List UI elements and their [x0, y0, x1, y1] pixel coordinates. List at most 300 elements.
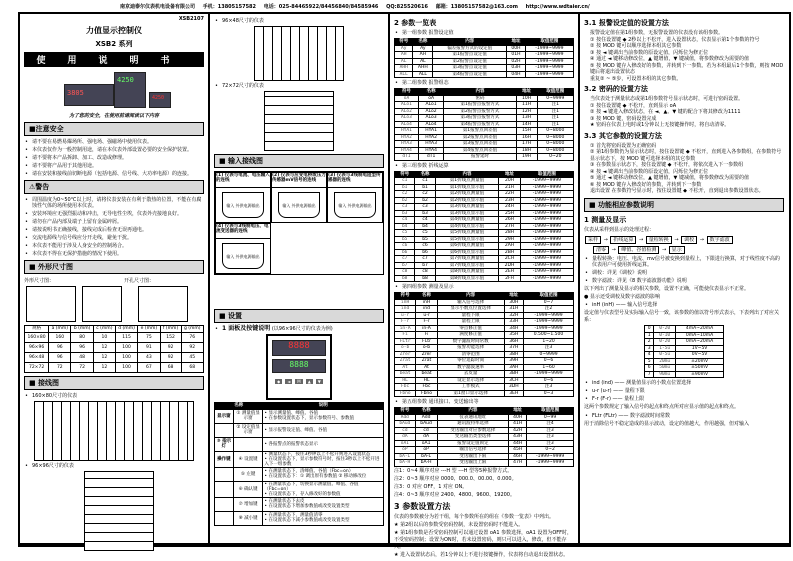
flow-step: 显示 — [669, 246, 685, 254]
table-cell: 76 — [181, 332, 203, 342]
column-header: a (mm) — [49, 326, 71, 333]
slogan: 为了您的安全，在使用前请阅读以下内容 — [68, 113, 159, 119]
param-name: HYA3 — [418, 141, 443, 148]
s31-title: 3.1 报警设定值的设置方法 — [584, 19, 669, 27]
table-cell: 91 — [138, 342, 160, 352]
param-content: 去皮量 — [437, 371, 504, 378]
param-address: 2EH — [499, 269, 521, 276]
param-symbol: AHH — [395, 65, 413, 72]
param-name: ALL — [413, 71, 433, 78]
param-name: Add — [415, 414, 437, 421]
safety-header: ■注意安全 — [24, 122, 204, 136]
key-name: ② 设定值显示窗 — [233, 423, 263, 437]
table-row — [25, 332, 204, 342]
s32-title: 3.2 密码的设置方法 — [584, 85, 648, 93]
s33-title: 3.3 其它参数的设置方法 — [584, 131, 662, 140]
param-symbol: ALo4 — [395, 121, 419, 128]
param-symbol: bA-H — [395, 460, 416, 467]
fltr-desc: 用于消除信号不稳定造成的显示波动，设定的值越大，作用越强，但对输入 — [584, 420, 750, 427]
param-address: 03H — [507, 65, 526, 72]
param-symbol: beat — [395, 371, 416, 378]
param-content: 第6折线点测量值 — [435, 243, 498, 250]
setting-paragraph: ★ 第1组参数是否受密码控制可以通过设置 oA1 参数选择，oA1 设置为OFF时，不受密码控制；设置为ON时，若未设置密码，则只可以进入，修改，但不能存入。 — [394, 529, 573, 550]
table-cell: 0V~5V — [676, 352, 724, 359]
param-group-label: • 第一组参数 报警设定值 — [394, 30, 574, 36]
param-symbol: ALo2 — [395, 108, 419, 115]
input-wiring-label: (2) 仪表与应变电桥或压力传感器mV信号的连线 — [272, 173, 326, 188]
key-name: ⑧ 减小键 — [233, 511, 263, 525]
key-group — [215, 497, 234, 511]
param-table — [394, 38, 574, 78]
param-range: 0~3 — [524, 390, 574, 397]
param-name: Fbc — [416, 384, 438, 391]
param-name: ALo2 — [418, 108, 443, 115]
param-range: 0~9999 — [537, 95, 573, 102]
param-symbol: c2 — [395, 191, 415, 198]
param-content: 第3报警点设定值 — [433, 65, 507, 72]
warning-item: • 安装环境应无强烈振动和冲击，无导电性尘埃，仪表外壳接地良好。 — [24, 211, 204, 217]
param-content: 偏差报警方式的设定值 — [433, 45, 507, 52]
table-cell: 90mu — [654, 371, 676, 378]
table-cell: 100 — [115, 352, 137, 362]
column-header: 取值范围 — [537, 89, 573, 96]
param-range: 注3 — [524, 345, 574, 352]
param-symbol: AH — [395, 52, 413, 59]
flow-step: 峰值、谷值检测 — [618, 246, 659, 254]
input-wiring-label: (3) 仪表与3线制电阻型传感器的连线 — [328, 173, 382, 188]
table-row — [25, 352, 204, 362]
measure-note: 以下列出了测量及显示的相关参数，设置不正确，可能使仪表显示不正常。 — [584, 286, 750, 292]
param-name: b5 — [415, 236, 435, 243]
column-header: 取值范围 — [527, 408, 574, 415]
param-name: bAud — [415, 421, 437, 428]
column-header: 符号 — [395, 89, 419, 96]
paragraph: ⑤ 按 MOD 键存入修改好的参数，并转到下一参数。若为本组最后1个参数，则按 MOD 键后将退出设置状态 — [590, 62, 784, 75]
param-address: 35H — [504, 332, 524, 339]
param-content: 报警延时 — [444, 154, 516, 161]
column-header: 地址 — [507, 39, 526, 46]
param-symbol: dA — [395, 434, 416, 441]
dimension-table — [24, 325, 204, 373]
param-range: 0~9999 — [524, 351, 574, 358]
param-range: -1999~9999 — [520, 217, 573, 224]
key-group — [215, 511, 234, 525]
param-range: -1999~9999 — [525, 52, 573, 59]
param-symbol: c5 — [395, 230, 415, 237]
setting-paragraph: 仪表的参数被分为若干组，每个参数所在的组在《参数一览表》中列出。 — [394, 513, 555, 520]
param-range: -1999~9999 — [525, 65, 573, 72]
param-range: -1999~9999 — [524, 319, 574, 326]
param-symbol: bA-L — [395, 453, 416, 460]
param-content: 第4报警点报警方式 — [444, 121, 516, 128]
table-cell: 20mu — [654, 358, 676, 365]
param-symbol: cd — [395, 427, 416, 434]
fltr-heading: • FLtr (FLtr) —— 数字滤波时间常数 — [584, 413, 784, 419]
param-name: c2 — [415, 191, 435, 198]
param-content: 第3报警点回差值 — [444, 141, 516, 148]
param-content: 第7折线点测量值 — [435, 256, 498, 263]
paragraph: ① 按住设置键 ◆ 不松开，直到显示 oA — [590, 102, 677, 109]
param-content: 量程上限 — [437, 319, 504, 326]
param-range: -1999~9999 — [520, 275, 573, 282]
doc-title: 力值显示控制仪 — [86, 26, 142, 35]
column-header: 内容 — [433, 39, 507, 46]
param-address: 04H — [507, 71, 526, 78]
column-header: 取值范围 — [525, 39, 573, 46]
param-name: b6 — [415, 249, 435, 256]
table-cell: 72 — [49, 362, 71, 372]
note: 注1：0~4 顺序对应 ---H 型 ---H 型等5种报警方式。 — [394, 467, 513, 474]
param-range: 0~8000 — [537, 128, 573, 135]
measure-bullet: • 调校：详见《调校》说明 — [584, 270, 784, 276]
table-cell: 5 — [645, 358, 654, 365]
table-row — [215, 497, 384, 511]
table-row — [395, 184, 574, 191]
safety-item: • 请在安装和接线前切断电源（包括电源、信号线、大功率电源）的连接。 — [24, 171, 204, 177]
dim-cut-label: 开孔尺寸图： — [123, 278, 154, 284]
key-description-table — [214, 402, 384, 526]
key-group: 显示窗 — [215, 409, 234, 423]
wiring-diagram-160x80 — [34, 401, 194, 461]
param-address: 40H — [509, 414, 527, 421]
param-address: 43H — [509, 434, 527, 441]
key-group — [215, 481, 234, 497]
dimension-drawings — [24, 284, 204, 324]
param-content: 第4折线点测量值 — [435, 217, 498, 224]
param-symbol: b3 — [395, 210, 415, 217]
param-content: 报警功能选择 — [437, 345, 504, 352]
param-range: -1999~9999 — [520, 204, 573, 211]
table-cell: 50mu — [654, 365, 676, 372]
input-wiring-box — [271, 172, 327, 223]
setting-method-title: 3 参数设置方法 — [394, 501, 451, 511]
table-cell: 80 — [71, 332, 93, 342]
table-cell: 43 — [138, 352, 160, 362]
param-name: ALo3 — [418, 115, 443, 122]
column-header: f (mm) — [160, 326, 181, 333]
param-range: 0~99 — [527, 414, 574, 421]
param-name: cd — [415, 427, 437, 434]
param-symbol: At — [395, 364, 416, 371]
param-address: 2BH — [499, 249, 521, 256]
table-row — [395, 45, 574, 52]
table-cell: 0-20 — [654, 326, 676, 333]
param-range: 1~20 — [524, 338, 574, 345]
paragraph: ① 按住设置键 ◆ 2秒以上不松开，进入设置状态，仪表显示第1个参数的符号 — [590, 36, 760, 43]
table-row — [395, 249, 574, 256]
param-name: c7 — [415, 256, 435, 263]
table-row — [215, 437, 384, 451]
param-address: 19H — [516, 154, 537, 161]
param-name: HYA1 — [418, 128, 443, 135]
param-range: 注1 — [537, 115, 573, 122]
param-content: 第2折线点显示值 — [435, 197, 498, 204]
param-address: 21H — [499, 184, 521, 191]
setting-paragraph: ★ 第2组以后的参数受密码控制，未设置密码时不能进入。 — [394, 521, 524, 528]
param-symbol: oP — [395, 447, 416, 454]
column-1 — [20, 14, 210, 545]
input-signal-table — [644, 325, 724, 378]
param-address: 2CH — [499, 256, 521, 263]
table-cell: 0mA~10mA — [676, 332, 724, 339]
param-symbol: c7 — [395, 256, 415, 263]
table-row — [395, 58, 574, 65]
param-content: 密码 — [444, 95, 516, 102]
param-name: dA — [415, 434, 437, 441]
warning-header: ⚠警告 — [24, 180, 204, 194]
param-heading: • u-r (u-r) —— 量程下限 — [584, 388, 784, 394]
param-content: 零位追踪时间 — [437, 358, 504, 365]
model-code: XSB2107 — [178, 16, 204, 22]
param-range: -1999~9999 — [524, 325, 574, 332]
param-address: 24H — [499, 204, 521, 211]
param-content: 第8折线点测量值 — [435, 269, 498, 276]
param-name: Fbno — [416, 390, 438, 397]
param-content: 第1报警点回差值 — [444, 128, 516, 135]
param-name: At — [416, 364, 438, 371]
param-group-label: • 第五组参数 通讯接口、变送输出等 — [394, 399, 574, 405]
param-symbol: Fbc — [395, 384, 416, 391]
table-cell: 96 — [49, 342, 71, 352]
param-address: 20H — [499, 178, 521, 185]
param-address: 3DH — [504, 384, 524, 391]
column-header: 地址 — [509, 408, 527, 415]
param-name: b2 — [415, 197, 435, 204]
table-cell: 0-5u — [654, 352, 676, 359]
param-name: c4 — [415, 217, 435, 224]
column-header: 取值范围 — [520, 171, 573, 178]
paragraph: ③ 在参数显示状态下，按住设置键 ◆ 不松开，将依次进入下一参数组 — [590, 162, 744, 168]
table-row — [215, 409, 384, 423]
column-header: b (mm) — [71, 326, 93, 333]
key-group — [215, 423, 234, 437]
param-content: 第4报警点回差值 — [444, 147, 516, 154]
param-name: Zrer — [416, 351, 438, 358]
param-content: 满度修正值 — [437, 332, 504, 339]
column-header: 符号 — [395, 171, 415, 178]
param-symbol: b2 — [395, 197, 415, 204]
table-cell: 100 — [115, 362, 137, 372]
input-wiring-box — [215, 223, 271, 274]
inh-heading: • inH (inH) —— 输入信号选择 — [584, 302, 784, 308]
company-header: 南京迪泰尔仪表机电设备有限公司 手机：13805157582 电话：025-84465922/84456840/84585946 QQ:825520616 邮箱：13805157582@163.com http://www.wdtaier.cn/ — [120, 4, 590, 10]
param-range: 注3 — [527, 434, 574, 441]
param-symbol: FLtr — [395, 338, 416, 345]
param-address: 41H — [509, 421, 527, 428]
param-symbol: u-r — [395, 312, 416, 319]
param-symbol: F-r — [395, 319, 416, 326]
table-row — [395, 440, 574, 447]
param-address: 39H — [504, 358, 524, 365]
param-symbol: HYA2 — [395, 134, 419, 141]
param-heading: • ind (ind) —— 测量值显示的小数点位置选择 — [584, 380, 784, 386]
warning-item: • 交流电源线与信号线应分开走线，避免干扰。 — [24, 235, 204, 241]
table-row — [25, 342, 204, 352]
table-row — [395, 154, 574, 161]
table-row — [395, 71, 574, 78]
range-desc: 这两个参数规定了输入信号的起点和终点所对应显示值的起点和终点。 — [584, 404, 740, 410]
param-content: 第3报警点报警方式 — [444, 115, 516, 122]
key-group — [215, 467, 234, 481]
param-range: -1999~9999 — [520, 178, 573, 185]
param-content: 报警设定值锁定 — [437, 440, 509, 447]
param-name: bA-H — [415, 460, 437, 467]
table-cell: 4 — [645, 352, 654, 359]
column-header: 符号 — [395, 408, 416, 415]
input-wiring-diagram: 输入 外供电源输出 — [222, 243, 264, 269]
column-header: g (mm) — [181, 326, 203, 333]
table-cell: 92 — [160, 342, 181, 352]
panel-title: 1 面板及按键说明 — [222, 325, 271, 332]
param-range: -1999~9999 — [525, 71, 573, 78]
paragraph: ④ 通过 ◄ 键移动修改位，▲ 键增值，▼ 键减值，将参数修改为需要的值 — [590, 56, 749, 62]
column-header: 地址 — [516, 89, 537, 96]
param-range: -1999~9999 — [520, 210, 573, 217]
table-cell: 12 — [93, 362, 115, 372]
param-address: 34H — [504, 325, 524, 332]
wiring-96x96-label: • 96×96尺寸的仪表 — [24, 463, 204, 469]
param-address: 3AH — [504, 364, 524, 371]
table-cell: 75 — [138, 332, 160, 342]
key-name: ⑦ 增加键 — [233, 497, 263, 511]
param-range: 0~2 — [527, 447, 574, 454]
param-content: 清零范围 — [437, 351, 504, 358]
table-row — [395, 358, 574, 365]
param-symbol: c3 — [395, 204, 415, 211]
table-cell: 115 — [115, 332, 137, 342]
param-address: 16H — [516, 134, 537, 141]
input-wiring-box — [327, 172, 383, 223]
param-range: -1999~9999 — [520, 191, 573, 198]
column-header: e (mm) — [138, 326, 160, 333]
param-range: 注1 — [537, 121, 573, 128]
param-name: HYA2 — [418, 134, 443, 141]
param-range: 0~6 — [524, 377, 574, 384]
param-content: 第4报警点设定值 — [433, 71, 507, 78]
table-cell: 0mA~20mA — [676, 339, 724, 346]
wiring-diagram-72x72 — [264, 91, 334, 151]
param-symbol: dT1 — [395, 154, 419, 161]
column-header: 取值范围 — [524, 293, 574, 300]
column-header: 内容 — [437, 293, 504, 300]
param-address: 15H — [516, 128, 537, 135]
table-cell: 160×80 — [25, 332, 49, 342]
param-range: 注3 — [527, 427, 574, 434]
param-range: 注4 — [527, 421, 574, 428]
paragraph: ② 第1组参数仍为显示状态时，按住设置键 ◆ 不松开，直到进入各参数组，在参数符号显示状态下，按 MOD 键可选择本组的其它参数 — [590, 149, 782, 162]
param-symbol: Fi — [395, 332, 416, 339]
param-symbol: Add — [395, 414, 416, 421]
param-range: 注1 — [537, 102, 573, 109]
key-group: 操作键 — [215, 451, 234, 467]
param-content: 第3折线点测量值 — [435, 204, 498, 211]
param-symbol: HYA1 — [395, 128, 419, 135]
param-content: 第1报警点报警方式 — [444, 102, 516, 109]
safety-item: • 请不要将产品用于其他用途。 — [24, 163, 204, 169]
param-range: -1999~9999 — [525, 58, 573, 65]
param-symbol: HL — [395, 377, 416, 384]
param-name: o-b — [416, 345, 438, 352]
param-content: 第1折线点测量值 — [435, 178, 498, 185]
param-name: c6 — [415, 243, 435, 250]
function-params-header: ■ 功能相应参数说明 — [584, 198, 784, 212]
param-name: HL — [416, 377, 438, 384]
column-4: 3.1 报警设定值的设置方法 报警设定值在第1组参数，无报警设置的仪表没有该组参数。 ① 按住设置键 ◆ 2秒以上不松开，进入设置状态，仪表显示第1个参数的符号 ② 按 MOD 键可以顺序选择本组其它参数 ③ 按 ◄ 键调出当前参数的原设定值，闪烁位为修正位 ④ 通过 ◄ 键移动修改位，▲ 键增值，▼ 键减值，将参数修改为需要的值 ⑤ 按 MOD 键存入修改好的参数，并转到下一参数。若为本组最后1个参数，则按 MOD 键后将退出设置状态 重复② ~ ⑤步，可设置本组的其它参数。 3.2 密码的设置方法 当仪表处于测量状态或第1组参数符号显示状态时，可进行密码设置。 ① 按住设置键 ◆ 不松开，直到显示 oA ② 按 ◄ 键进入修改状态，在 ◄、▲、▼ 键的配合下将其修改为1111 ③ 按 MOD 键，密码设置完成 ★ 密码在仪表上电时或1分钟以上无按键操作时，将自动清零。 3.3 其它参数的设置方法 ① 首先将密码设置为正确密码 ② 第1组参数仍为显示状态时，按住设置键 ◆ 不松开，直到进入各参数组，在参数符号显示状态下，按 MOD 键可选择本组的其它参数 ③ 在参数显示状态下，按住设置键 ◆ 不松开，将依次进入下一参数组 ④ 按 ◄ 键调出当前参数的原设定值，闪烁位为修正位 ⑤ 通过 ◄ 键移动修改位，▲ 键增值，▼ 键减值，将参数修改为需要的值 ⑥ 按 MOD 键存入修改好的参数，并转到下一参数 退出设置 在参数符号显示时，按住设置键 ◆ 不松开，直到退出参数设置状态。 ■ 功能相应参数说明 1 测量及显示 仪表从采样到显示的处理过程： 采样 → 折线运算 → 量程转换 → 调校 → 数字滤波 清零 → 峰值、谷值检测 → 显示 • 量程转换：电压、电流、mv信号被变换到量程上，下限进行换算，对于线性度不高的仪表用户可使用折线运算。 • 调校：详见《调校》说明 • 数字滤波：详见《8 数字滤波器功能》说明 以下列出了测量及显示的相关参数，设置不正确，可能使仪表显示不正常。 ● 显示还受调校及数字滤波的影响 • inH (inH) —— 输入信号选择 设定值与仪表型号及实际输入信号一致，该参数的值以符号形式表示，下表列出了对应关系： 0 0-20 4mA~20mA 1 0-10 0mA~10mA 2 0-20 0mA~20mA 3 1-5u 1V~5V 4 0-5u 0V~5V 5 20mu ±20mV 6 50mu ±50mV 7 90mu ±90mV • ind (ind) —— 测量值显示的小数点位置选择 • u-r (u-r) —— 量程下限 • F-r (F-r) —— 量程上限 这两个参数规定了输入信号的起点和终点所对应显示值的起点和终点。 • FLtr (FLtr) —— 数字滤波时间常数 用于消除信号不稳定造成的显示波动，设定的值越大，作用越强，但对输入 — [580, 14, 788, 545]
param-name: ALo1 — [418, 102, 443, 109]
key-desc: • 各报警点的报警状态显示 — [263, 437, 384, 451]
param-name: ALo4 — [418, 121, 443, 128]
param-content: 输入信号选择 — [437, 299, 504, 306]
param-address: 26H — [499, 217, 521, 224]
warning-item: • 请勿在产品内部及端子上留有金属碎屑。 — [24, 219, 204, 225]
param-name: b4 — [415, 223, 435, 230]
param-range: -1999~9999 — [520, 184, 573, 191]
key-desc: • 在测量状态下，清峰值、谷值（Fbc=on） • 在设置状态下：① 调出原有参数值 ② 移动修改位 — [263, 467, 384, 481]
param-range: -1999~9999 — [520, 223, 573, 230]
table-cell: 72×72 — [25, 362, 49, 372]
wiring-72x72-label: • 72×72尺寸的仪表 — [214, 83, 384, 89]
table-cell: 1V~5V — [676, 345, 724, 352]
param-content: 第8折线点显示值 — [435, 275, 498, 282]
param-name: Fi — [416, 332, 438, 339]
param-address: 22H — [499, 191, 521, 198]
table-cell: 68 — [160, 362, 181, 372]
param-address: 01H — [507, 52, 526, 59]
param-address: 36H — [504, 338, 524, 345]
param-symbol: b5 — [395, 236, 415, 243]
param-range: 0~6 — [524, 358, 574, 365]
table-row — [395, 275, 574, 282]
panel-drawing: 8888 8888 ◆ ◄ M ▲ ▼ — [266, 334, 332, 400]
param-table — [394, 88, 574, 161]
param-content: 第6折线点显示值 — [435, 249, 498, 256]
table-cell: 6 — [645, 365, 654, 372]
param-symbol: Zrat — [395, 358, 416, 365]
key-desc: • 在测量状态下去皮 • 在设置状态下增加参数值或改变设置类型 — [263, 497, 384, 511]
param-address: 32H — [504, 312, 524, 319]
safety-item: • 请不要在易燃易爆场所、强电场、强磁场中使用仪表。 — [24, 139, 204, 145]
column-2 — [210, 14, 390, 545]
param-content: 第2报警点设定值 — [433, 58, 507, 65]
param-range: 1~60 — [524, 364, 574, 371]
table-row — [395, 197, 574, 204]
table-cell: ±50mV — [676, 365, 724, 372]
safety-item: • 请不要将本产品拆卸、加工、改造或修理。 — [24, 155, 204, 161]
param-content: 第2折线点测量值 — [435, 191, 498, 198]
table-row — [395, 338, 574, 345]
input-wiring-box — [215, 172, 271, 223]
param-address: 46H — [509, 453, 527, 460]
column-header: d (mm) — [115, 326, 137, 333]
column-header: 地址 — [499, 171, 521, 178]
param-content: 变送输出类型选择 — [437, 434, 509, 441]
param-address: 42H — [509, 427, 527, 434]
param-range: -1999~9999 — [520, 230, 573, 237]
paragraph: ③ 按 ◄ 键调出当前参数的原设定值，闪烁位为修正位 — [590, 49, 709, 56]
column-header: 名称 — [415, 171, 435, 178]
measure-title: 1 测量及显示 — [584, 215, 627, 224]
param-address: 25H — [499, 210, 521, 217]
param-symbol: ind — [395, 306, 416, 313]
param-name: oA — [418, 95, 443, 102]
param-name: b1 — [415, 184, 435, 191]
table-row — [395, 262, 574, 269]
param-name: c1 — [415, 178, 435, 185]
paragraph: 当仪表处于测量状态或第1组参数符号显示状态时，可进行密码设置。 — [590, 96, 744, 102]
key-group: ③ 指示灯 — [215, 437, 234, 451]
table-cell: 92 — [160, 352, 181, 362]
flow-step: 数字滤波 — [707, 236, 733, 244]
